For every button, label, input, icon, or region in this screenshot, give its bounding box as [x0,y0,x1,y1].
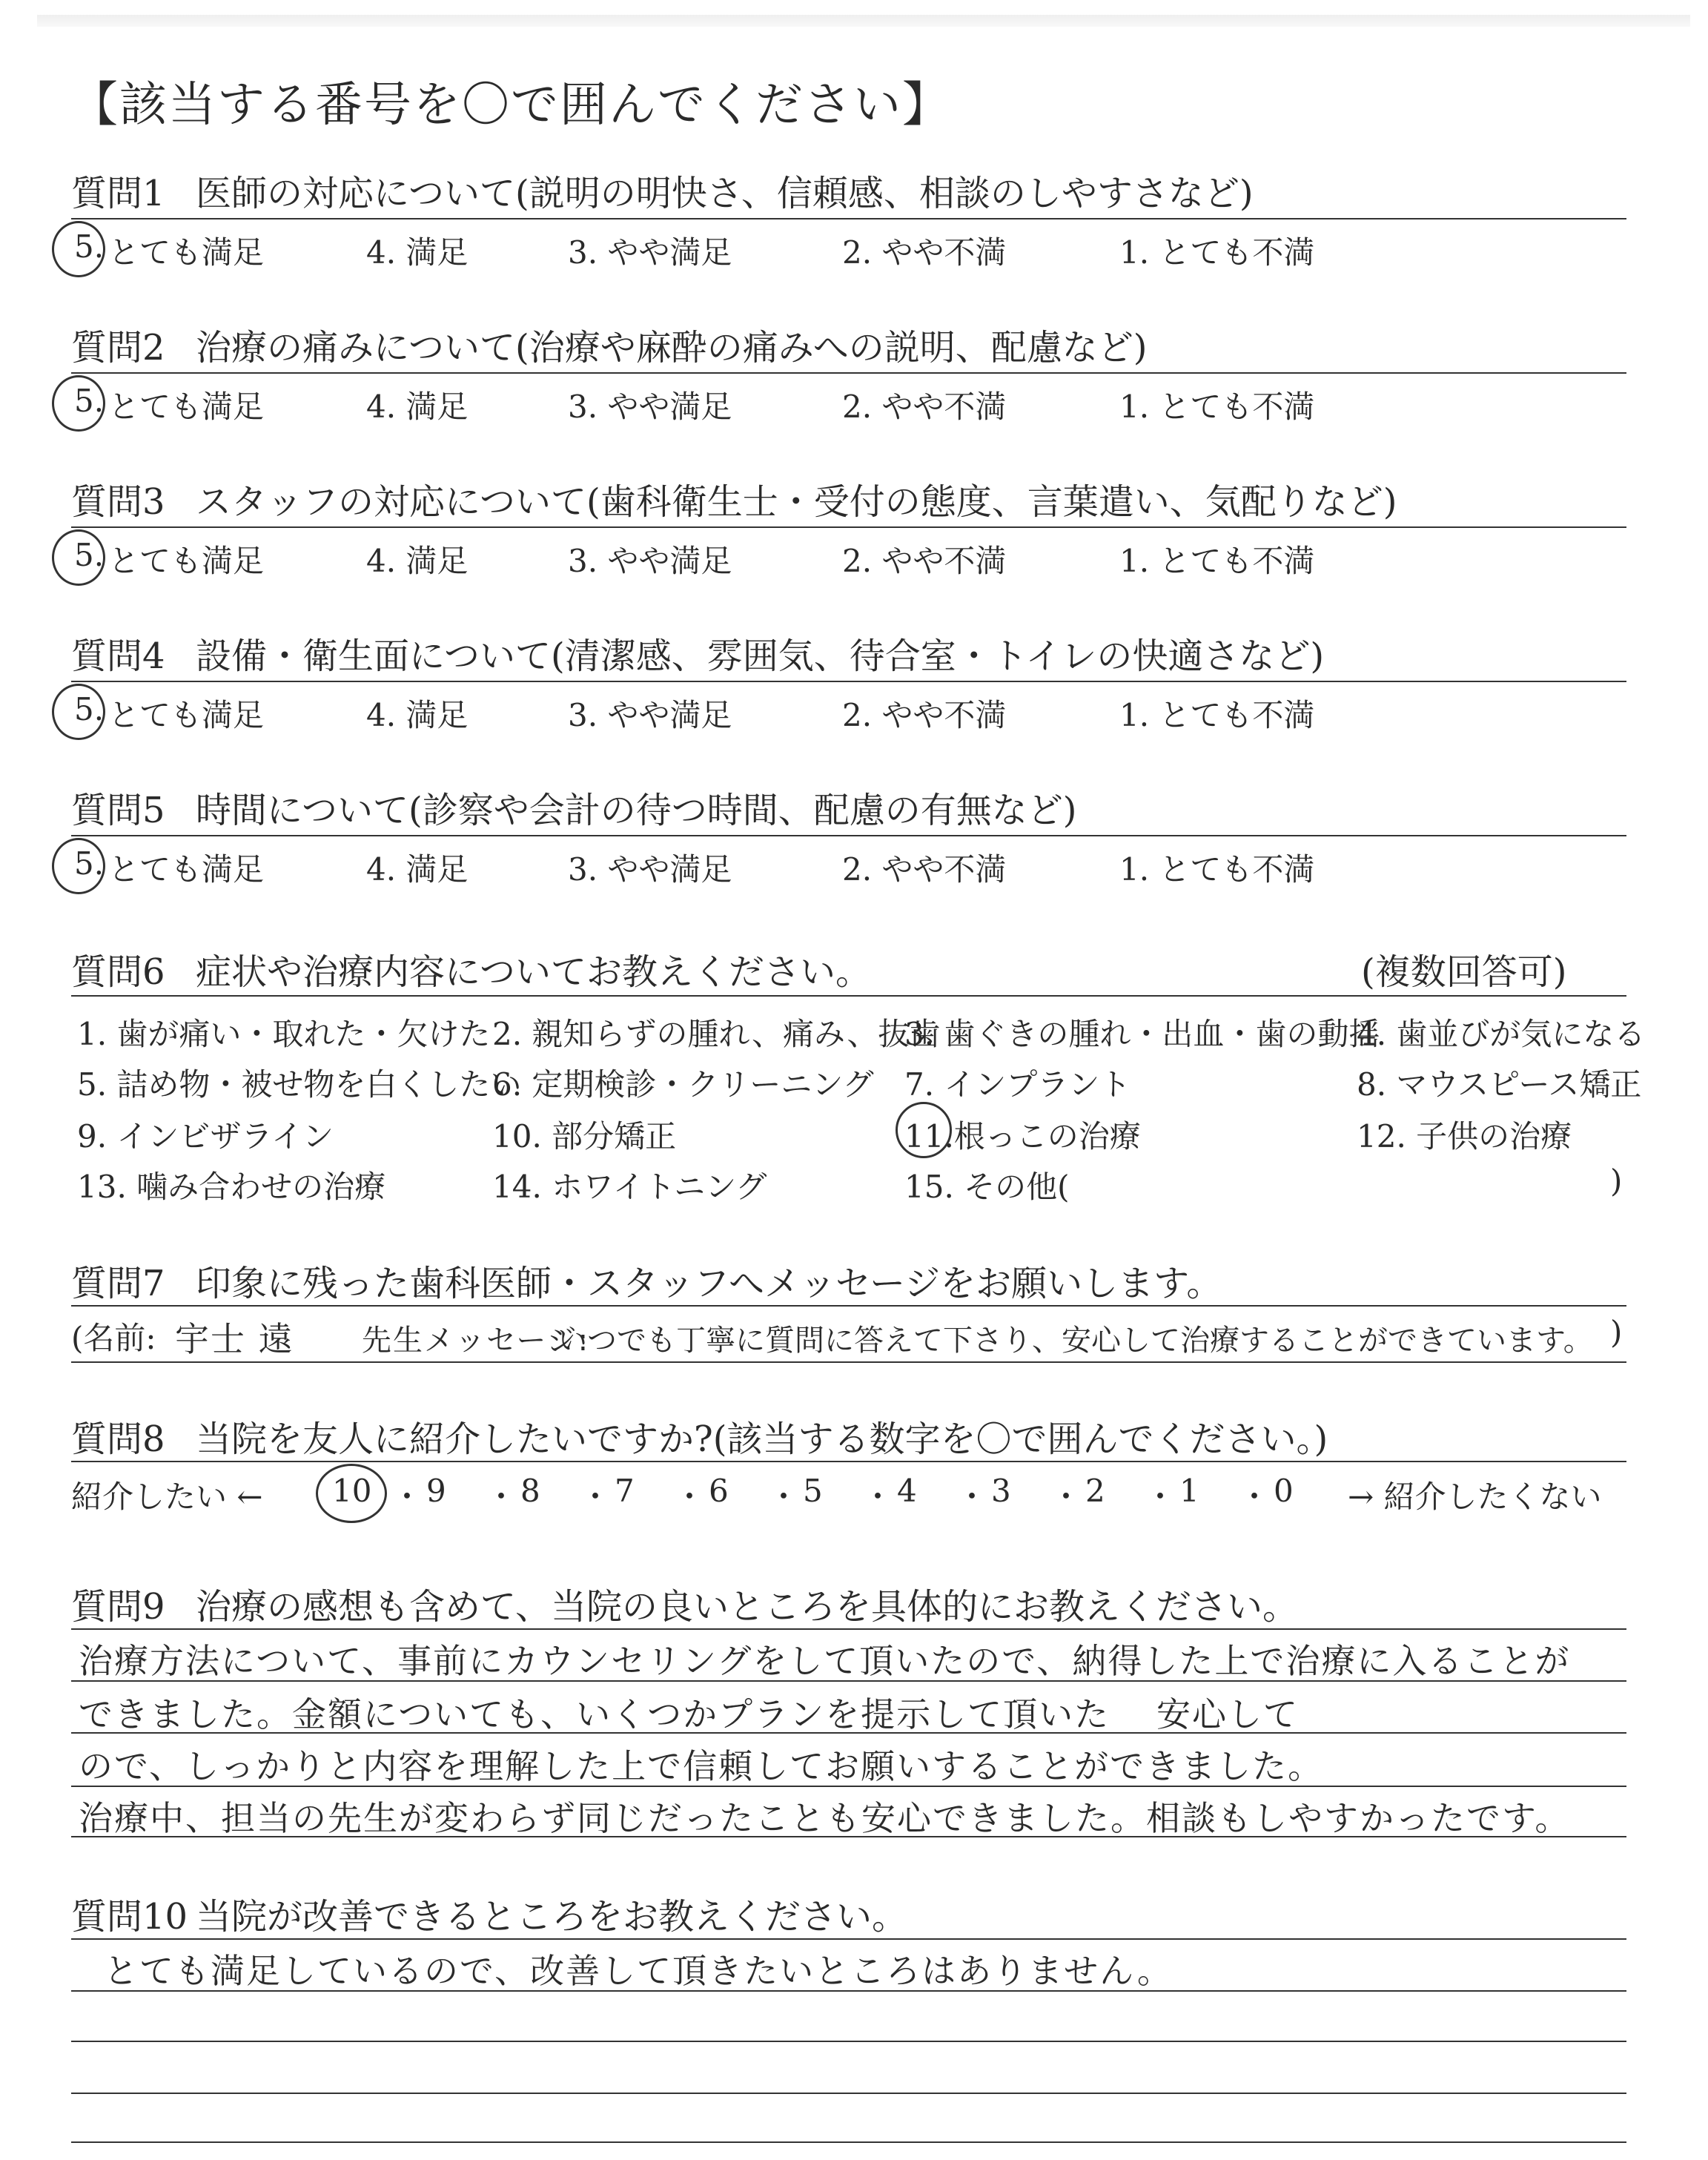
q3-text: スタッフの対応について(歯科衛生士・受付の態度、言葉遣い、気配りなど) [196,481,1397,523]
q2-option-4[interactable]: 2. やや不満 [842,389,1007,425]
q5-option-5[interactable]: 1. とても不満 [1119,851,1315,888]
q8-scale-3[interactable]: 3 [991,1473,1011,1509]
q9-rule-1 [71,1628,1626,1630]
q8-scale-0[interactable]: 0 [1274,1473,1294,1509]
q6-item-13[interactable]: 13. 噛み合わせの治療 [77,1169,386,1205]
q6-note: (複数回答可) [1361,951,1567,993]
q4-option-0[interactable]: 5. [74,691,105,727]
q8-scale-4[interactable]: 4 [897,1473,917,1509]
q8-right-label: → 紹介したくない [1348,1479,1602,1515]
q10-rule-5 [71,2141,1626,2143]
q7-rule [71,1305,1626,1307]
q8-scale-5[interactable]: 5 [803,1473,823,1509]
q10-text: 当院が改善できるところをお教えください。 [196,1896,908,1938]
q7-label: 質問7 [71,1263,165,1304]
q4-option-3[interactable]: 3. やや満足 [568,697,732,733]
q2-option-5[interactable]: 1. とても不満 [1119,389,1315,425]
q6-item-6[interactable]: 6. 定期検診・クリーニング [492,1066,874,1103]
q10-rule-4 [71,2093,1626,2094]
q1-option-5[interactable]: 1. とても不満 [1119,234,1315,271]
q4-rule [71,681,1626,682]
q8-scale-separator: ・ [391,1479,423,1515]
q10-heading [71,1888,907,1939]
q1-text: 医師の対応について(説明の明快さ、信頼感、相談のしやすさなど) [196,173,1254,214]
q4-option-5[interactable]: 1. とても不満 [1119,697,1315,733]
q5-rule [71,835,1626,836]
q3-option-1: とても満足 [108,543,265,579]
q8-label: 質問8 [71,1418,165,1460]
q7-message-handwritten: いつでも丁寧に質問に答えて下さり、安心して治療することができています。 [557,1324,1593,1358]
q7-heading [71,1255,1222,1306]
q1-label: 質問1 [71,173,165,214]
q9-answer-line-4: 治療中、担当の先生が変わらず同じだったことも安心できました。相談もしやすかったです。 [79,1798,1571,1838]
q8-heading [71,1410,1328,1462]
q3-label: 質問3 [71,481,165,523]
q8-scale-6[interactable]: 6 [709,1473,729,1509]
q8-scale-separator: ・ [1050,1479,1082,1515]
q9-label: 質問9 [71,1586,165,1628]
q6-item-7[interactable]: 7. インプラント [904,1066,1131,1103]
q3-heading [71,473,1397,524]
q8-scale-separator: ・ [580,1479,612,1515]
q6-item-14[interactable]: 14. ホワイトニング [492,1169,767,1205]
q6-item-9[interactable]: 9. インビザライン [77,1118,334,1155]
q6-item-12[interactable]: 12. 子供の治療 [1357,1118,1572,1155]
q5-option-2[interactable]: 4. 満足 [366,851,469,888]
q9-rule-5 [71,1836,1626,1837]
q7-mid: 先生メッセージ: [362,1324,590,1358]
q6-item-1[interactable]: 1. 歯が痛い・取れた・欠けた [77,1016,491,1052]
q2-option-2[interactable]: 4. 満足 [366,389,469,425]
q8-scale-separator: ・ [862,1479,894,1515]
q5-option-3[interactable]: 3. やや満足 [568,851,732,888]
q3-option-4[interactable]: 2. やや不満 [842,543,1007,579]
q9-text: 治療の感想も含めて、当院の良いところを具体的にお教えください。 [196,1586,1299,1628]
q8-text: 当院を友人に紹介したいですか?(該当する数字を〇で囲んでください。) [196,1418,1328,1460]
q4-heading [71,627,1324,678]
q7-name-handwritten: 宇士 遠 [175,1319,294,1359]
q3-option-3[interactable]: 3. やや満足 [568,543,732,579]
q3-selected-circle-mark [52,529,105,586]
q5-heading [71,782,1077,833]
q2-rule [71,372,1626,374]
q2-heading [71,319,1148,370]
q3-option-2[interactable]: 4. 満足 [366,543,469,579]
q9-rule-4 [71,1786,1626,1787]
q3-option-5[interactable]: 1. とても不満 [1119,543,1315,579]
q6-item-2[interactable]: 2. 親知らずの腫れ、痛み、抜歯 [492,1016,941,1052]
q6-item-11-number: 11. [904,1118,954,1155]
q8-scale-10[interactable]: 10 [332,1473,372,1509]
q5-option-1: とても満足 [108,851,265,888]
q6-item-8[interactable]: 8. マウスピース矯正 [1357,1066,1642,1103]
q10-rule-2 [71,1990,1626,1992]
q9-answer-line-3: ので、しっかりと内容を理解した上で信頼してお願いすることができました。 [79,1746,1324,1786]
q6-label: 質問6 [71,951,165,993]
page-header: 【該当する番号を〇で囲んでください】 [70,78,951,133]
q9-rule-2 [71,1680,1626,1682]
q2-option-1: とても満足 [108,389,265,425]
q10-rule-3 [71,2041,1626,2042]
q4-selected-circle-mark [52,684,105,740]
q6-item-15[interactable]: 15. その他( [904,1169,1070,1205]
q1-option-4[interactable]: 2. やや不満 [842,234,1007,271]
q1-rule [71,218,1626,219]
q5-label: 質問5 [71,790,165,831]
q8-rule [71,1461,1626,1462]
q7-text: 印象に残った歯科医師・スタッフへメッセージをお願いします。 [196,1263,1222,1304]
q8-scale-2[interactable]: 2 [1085,1473,1105,1509]
q3-option-0[interactable]: 5. [74,537,105,573]
q10-rule-1 [71,1938,1626,1940]
q6-item-10[interactable]: 10. 部分矯正 [492,1118,677,1155]
q4-option-4[interactable]: 2. やや不満 [842,697,1007,733]
q2-label: 質問2 [71,327,165,369]
q3-rule [71,526,1626,528]
q8-scale-7[interactable]: 7 [615,1473,635,1509]
q4-label: 質問4 [71,635,165,677]
q7-suffix: ) [1610,1314,1623,1350]
q2-option-3[interactable]: 3. やや満足 [568,389,732,425]
q9-answer-line-1: 治療方法について、事前にカウンセリングをして頂いたので、納得した上で治療に入ることが [79,1641,1571,1681]
q5-selected-circle-mark [52,838,105,894]
q6-item-11-circle-mark [896,1102,952,1158]
q6-item-3[interactable]: 3. 歯ぐきの腫れ・出血・歯の動揺 [904,1016,1380,1052]
q7-prefix: (名前: [71,1320,156,1356]
q1-option-1: とても満足 [108,234,265,271]
q6-item-11-text: 根っこの治療 [953,1118,1141,1155]
q9-rule-3 [71,1732,1626,1734]
q7-answer-rule [71,1361,1626,1363]
q1-option-0[interactable]: 5. [74,228,105,265]
q6-rule [71,995,1626,997]
q6-heading [71,943,871,994]
q8-scale-9[interactable]: 9 [426,1473,446,1509]
q10-answer-line-1: とても満足しているので、改善して頂きたいところはありません。 [104,1951,1173,1991]
q8-scale-separator: ・ [768,1479,800,1515]
q5-option-0[interactable]: 5. [74,845,105,882]
q8-selected-circle-mark [316,1464,387,1523]
q1-option-3[interactable]: 3. やや満足 [568,234,732,271]
scan-top-edge [37,15,1690,27]
q6-item-15-close-paren: ) [1610,1163,1623,1199]
q8-left-label: 紹介したい ← [71,1479,263,1515]
q10-label: 質問10 [71,1896,188,1938]
q8-scale-separator: ・ [956,1479,988,1515]
q8-scale-separator: ・ [486,1479,517,1515]
q1-option-2[interactable]: 4. 満足 [366,234,469,271]
q8-scale-separator: ・ [1239,1479,1271,1515]
q8-scale-8[interactable]: 8 [520,1473,540,1509]
q4-option-2[interactable]: 4. 満足 [366,697,469,733]
q9-answer-insert: 安心して [1156,1694,1299,1734]
q2-option-0[interactable]: 5. [74,383,105,419]
q5-text: 時間について(診察や会計の待つ時間、配慮の有無など) [196,790,1077,831]
q2-selected-circle-mark [52,375,105,432]
q5-option-4[interactable]: 2. やや不満 [842,851,1007,888]
q4-text: 設備・衛生面について(清潔感、雰囲気、待合室・トイレの快適さなど) [196,635,1325,677]
q8-scale-separator: ・ [674,1479,706,1515]
q6-item-4[interactable]: 4. 歯並びが気になる [1357,1016,1646,1052]
q6-item-5[interactable]: 5. 詰め物・被せ物を白くしたい [77,1066,522,1103]
q6-text: 症状や治療内容についてお教えください。 [196,951,872,993]
q2-text: 治療の痛みについて(治療や麻酔の痛みへの説明、配慮など) [196,327,1148,369]
q4-option-1: とても満足 [108,697,265,733]
q9-heading [71,1578,1298,1629]
q8-scale-separator: ・ [1145,1479,1176,1515]
q9-answer-line-2: できました。金額についても、いくつかプランを提示して頂いた [79,1694,1110,1734]
q1-heading [71,165,1254,216]
q8-scale-1[interactable]: 1 [1179,1473,1199,1509]
q1-selected-circle-mark [52,221,105,277]
